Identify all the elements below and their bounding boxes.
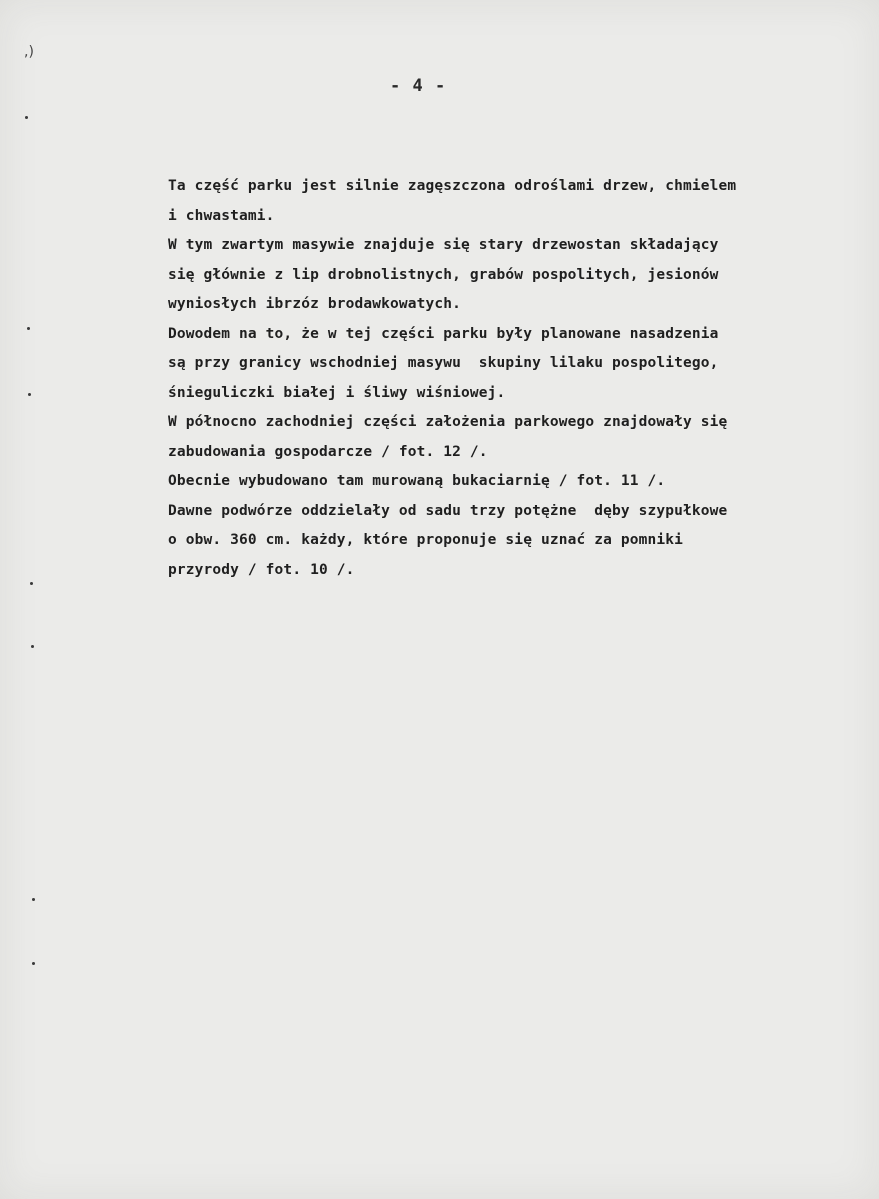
margin-speck [32,898,35,901]
text-line: są przy granicy wschodniej masywu skupiny lilaku pospolitego, [168,355,719,371]
margin-speck [31,645,34,648]
text-line: W północno zachodniej części założenia parkowego znajdowały się [168,414,728,430]
text-line: się głównie z lip drobnolistnych, grabów pospolitych, jesionów [168,266,719,283]
margin-speck [32,962,35,965]
text-line: Ta część parku jest silnie zagęszczona odroślami drzew, chmielem [168,178,737,194]
text-line: i chwastami. [168,207,275,224]
text-line: Dowodem na to, że w tej części parku były planowane nasadzenia [168,325,719,342]
text-line: o obw. 360 cm. każdy, które proponuje się uznać za pomniki [168,532,684,548]
margin-speck [27,327,30,330]
corner-mark: ,) [24,44,34,60]
text-line: śnieguliczki białej i śliwy wiśniowej. [168,384,506,401]
page-number: - 4 - [390,76,447,96]
text-line: wyniosłych ibrzóz brodawkowatych. [168,296,462,312]
text-line: przyrody / fot. 10 /. [168,561,355,578]
margin-speck [25,116,28,119]
text-line: Obecnie wybudowano tam murowaną bukaciarnię / fot. 11 /. [168,473,666,489]
text-line: zabudowania gospodarcze / fot. 12 /. [168,443,488,460]
margin-speck [28,393,31,396]
body-text [168,172,858,585]
margin-speck [30,582,33,585]
text-line: W tym zwartym masywie znajduje się stary drzewostan składający [168,237,719,253]
text-line: Dawne podwórze oddzielały od sadu trzy potężne dęby szypułkowe [168,502,728,519]
